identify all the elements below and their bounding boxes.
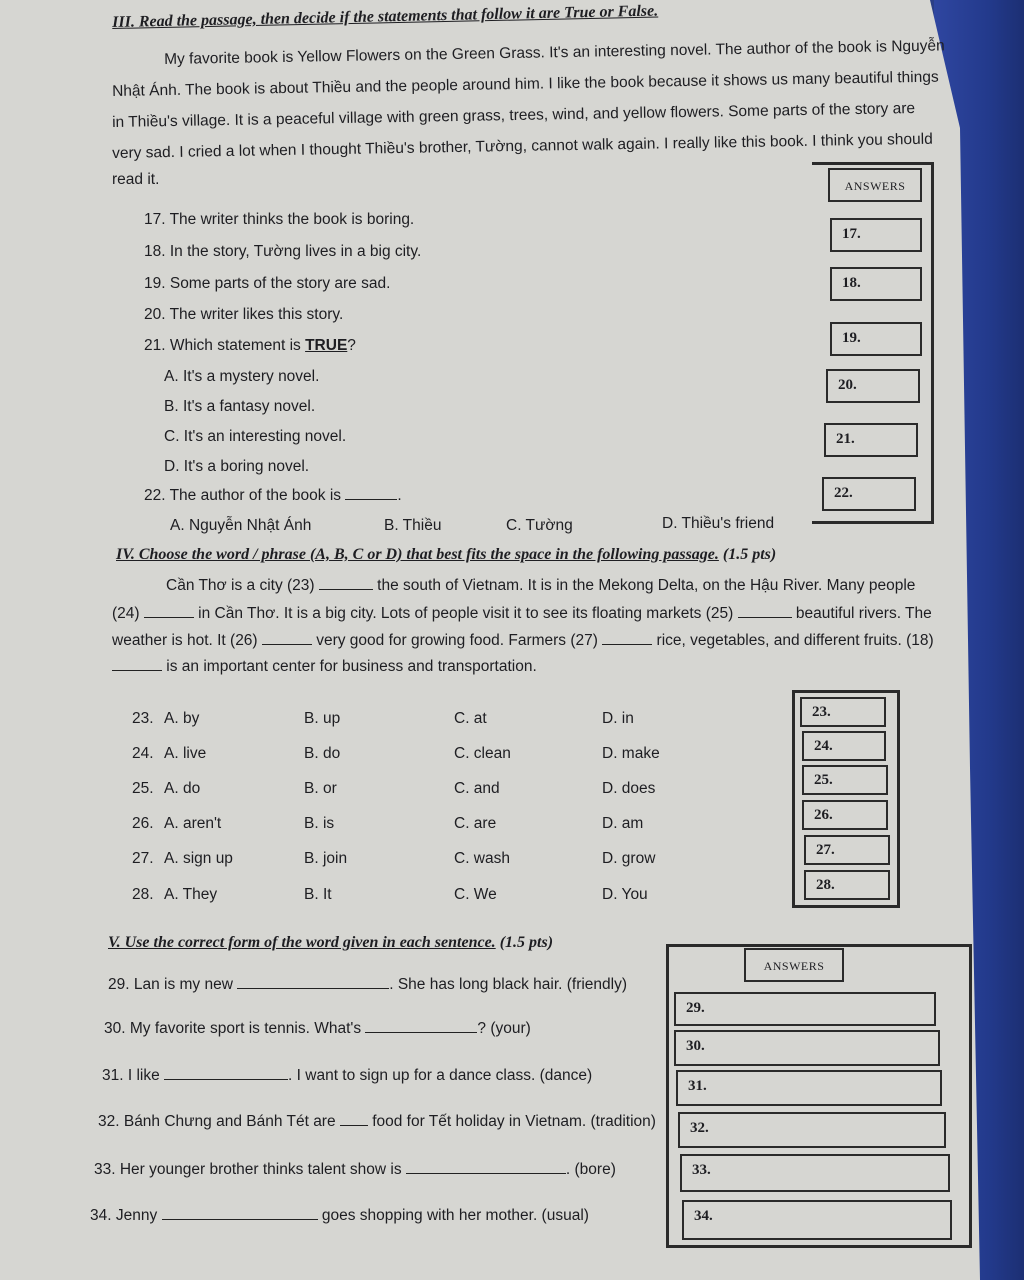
passage-line-3: in Thiều's village. It is a peaceful village with green grass, trees, wind, and yellow flowers. Some parts of the story are (111, 99, 916, 131)
passage-line-4: very sad. I cried a lot when I thought Thiều's brother, Tường, cannot walk again. I really like this book. I think you should (111, 130, 933, 162)
mcq-option-b[interactable]: B. up (304, 710, 341, 727)
mcq-option-d[interactable]: D. make (602, 745, 660, 762)
blank-33[interactable] (406, 1173, 566, 1174)
mcq-number: 28. (132, 886, 154, 903)
item-30: 30. My favorite sport is tennis. What's ? (your) (104, 1020, 531, 1037)
answer-box-22[interactable]: 22. (822, 477, 916, 511)
mcq-number: 24. (132, 745, 154, 762)
answer-box-17[interactable]: 17. (830, 218, 922, 252)
mcq-option-d[interactable]: D. grow (602, 850, 656, 867)
mcq-option-a[interactable]: A. by (164, 710, 200, 727)
answer-box-20[interactable]: 20. (826, 369, 920, 403)
cantho-line-4: is an important center for business and transportation. (112, 659, 537, 675)
blank-25[interactable] (738, 617, 792, 618)
mcq-option-c[interactable]: C. wash (454, 850, 510, 867)
blank-24[interactable] (144, 617, 194, 618)
mcq-option-a[interactable]: A. They (164, 886, 218, 903)
answer-box-32[interactable]: 32. (678, 1112, 946, 1148)
mcq-option-d[interactable]: D. in (602, 710, 634, 727)
blank-27[interactable] (602, 644, 652, 645)
mcq-option-b[interactable]: B. It (304, 886, 332, 903)
cantho-line-2: (24) in Cần Thơ. It is a big city. Lots of people visit it to see its floating markets (25) beautiful rivers. The (112, 605, 932, 622)
section-4-title: IV. Choose the word / phrase (A, B, C or D) that best fits the space in the following passage. (1.5 pts) (116, 546, 777, 563)
mcq-option-c[interactable]: C. We (454, 886, 497, 903)
mcq-option-c[interactable]: C. are (454, 815, 497, 832)
mcq-option-b[interactable]: B. do (304, 745, 341, 762)
q22-option-c: C. Tường (506, 517, 573, 534)
section-5-title: V. Use the correct form of the word given in each sentence. (1.5 pts) (108, 934, 554, 951)
q21-option-d: D. It's a boring novel. (164, 458, 310, 475)
blank-34[interactable] (162, 1219, 318, 1220)
answer-box-28[interactable]: 28. (804, 870, 890, 900)
mcq-option-d[interactable]: D. does (602, 780, 656, 797)
mcq-option-c[interactable]: C. clean (454, 745, 511, 762)
mcq-option-d[interactable]: D. You (602, 886, 648, 903)
item-34: 34. Jenny goes shopping with her mother. (usual) (90, 1207, 589, 1224)
q21-option-c: C. It's an interesting novel. (164, 428, 347, 445)
item-31: 31. I like . I want to sign up for a dance class. (dance) (102, 1067, 593, 1084)
item-32: 32. Bánh Chưng and Bánh Tét are food for Tết holiday in Vietnam. (tradition) (98, 1113, 656, 1130)
statement-18: 18. In the story, Tường lives in a big city. (144, 243, 422, 260)
mcq-number: 26. (132, 815, 154, 832)
answer-box-29[interactable]: 29. (674, 992, 936, 1026)
passage-line-5: read it. (112, 171, 160, 188)
mcq-option-a[interactable]: A. aren't (164, 815, 222, 832)
answer-box-24[interactable]: 24. (802, 731, 886, 761)
mcq-option-d[interactable]: D. am (602, 815, 644, 832)
mcq-number: 27. (132, 850, 154, 867)
mcq-option-b[interactable]: B. is (304, 815, 335, 832)
answer-box-34[interactable]: 34. (682, 1200, 952, 1240)
answer-box-31[interactable]: 31. (676, 1070, 942, 1106)
statement-19: 19. Some parts of the story are sad. (144, 275, 391, 292)
mcq-option-a[interactable]: A. sign up (164, 850, 233, 867)
answer-box-27[interactable]: 27. (804, 835, 890, 865)
answer-box-25[interactable]: 25. (802, 765, 888, 795)
q21-option-b: B. It's a fantasy novel. (164, 398, 316, 415)
question-21: 21. Which statement is TRUE? (144, 337, 356, 354)
answers-header-5: ANSWERS (744, 948, 844, 982)
answer-box-18[interactable]: 18. (830, 267, 922, 301)
answers-header-3: ANSWERS (828, 168, 922, 202)
blank-30[interactable] (365, 1032, 477, 1033)
answer-box-30[interactable]: 30. (674, 1030, 940, 1066)
answer-box-26[interactable]: 26. (802, 800, 888, 830)
blank-23[interactable] (319, 589, 373, 590)
statement-20: 20. The writer likes this story. (144, 306, 344, 323)
blank-28[interactable] (112, 670, 162, 671)
q22-blank[interactable] (345, 499, 397, 500)
section-3-title: III. Read the passage, then decide if the statements that follow it are True or False. (112, 2, 659, 31)
q22-option-d: D. Thiều's friend (662, 515, 775, 532)
mcq-option-a[interactable]: A. do (164, 780, 201, 797)
blank-32[interactable] (340, 1125, 368, 1126)
mcq-option-c[interactable]: C. at (454, 710, 487, 727)
cantho-line-1: Cần Thơ is a city (23) the south of Vietnam. It is in the Mekong Delta, on the Hậu River. Many people (166, 577, 916, 594)
answer-box-21[interactable]: 21. (824, 423, 918, 457)
blank-29[interactable] (237, 988, 389, 989)
passage-line-1: My favorite book is Yellow Flowers on the Green Grass. It's an interesting novel. The author of the book is Nguyễn (163, 37, 945, 68)
mcq-option-a[interactable]: A. live (164, 745, 207, 762)
q22-option-b: B. Thiều (384, 517, 442, 534)
question-22: 22. The author of the book is . (144, 487, 402, 504)
mcq-number: 23. (132, 710, 154, 727)
mcq-option-b[interactable]: B. or (304, 780, 337, 797)
blank-26[interactable] (262, 644, 312, 645)
q21-option-a: A. It's a mystery novel. (164, 368, 320, 385)
mcq-number: 25. (132, 780, 154, 797)
statement-17: 17. The writer thinks the book is boring. (144, 211, 415, 228)
answer-box-33[interactable]: 33. (680, 1154, 950, 1192)
mcq-option-c[interactable]: C. and (454, 780, 500, 797)
q22-option-a: A. Nguyễn Nhật Ánh (170, 517, 312, 534)
blank-31[interactable] (164, 1079, 288, 1080)
cantho-line-3: weather is hot. It (26) very good for growing food. Farmers (27) rice, vegetables, and different fruits. (18) (112, 632, 934, 649)
passage-line-2: Nhật Ánh. The book is about Thiều and the people around him. I like the book because it shows us many beautiful things (111, 68, 939, 100)
answer-box-19[interactable]: 19. (830, 322, 922, 356)
item-29: 29. Lan is my new . She has long black hair. (friendly) (108, 976, 628, 993)
item-33: 33. Her younger brother thinks talent show is . (bore) (94, 1161, 616, 1178)
mcq-option-b[interactable]: B. join (304, 850, 348, 867)
answer-box-23[interactable]: 23. (800, 697, 886, 727)
